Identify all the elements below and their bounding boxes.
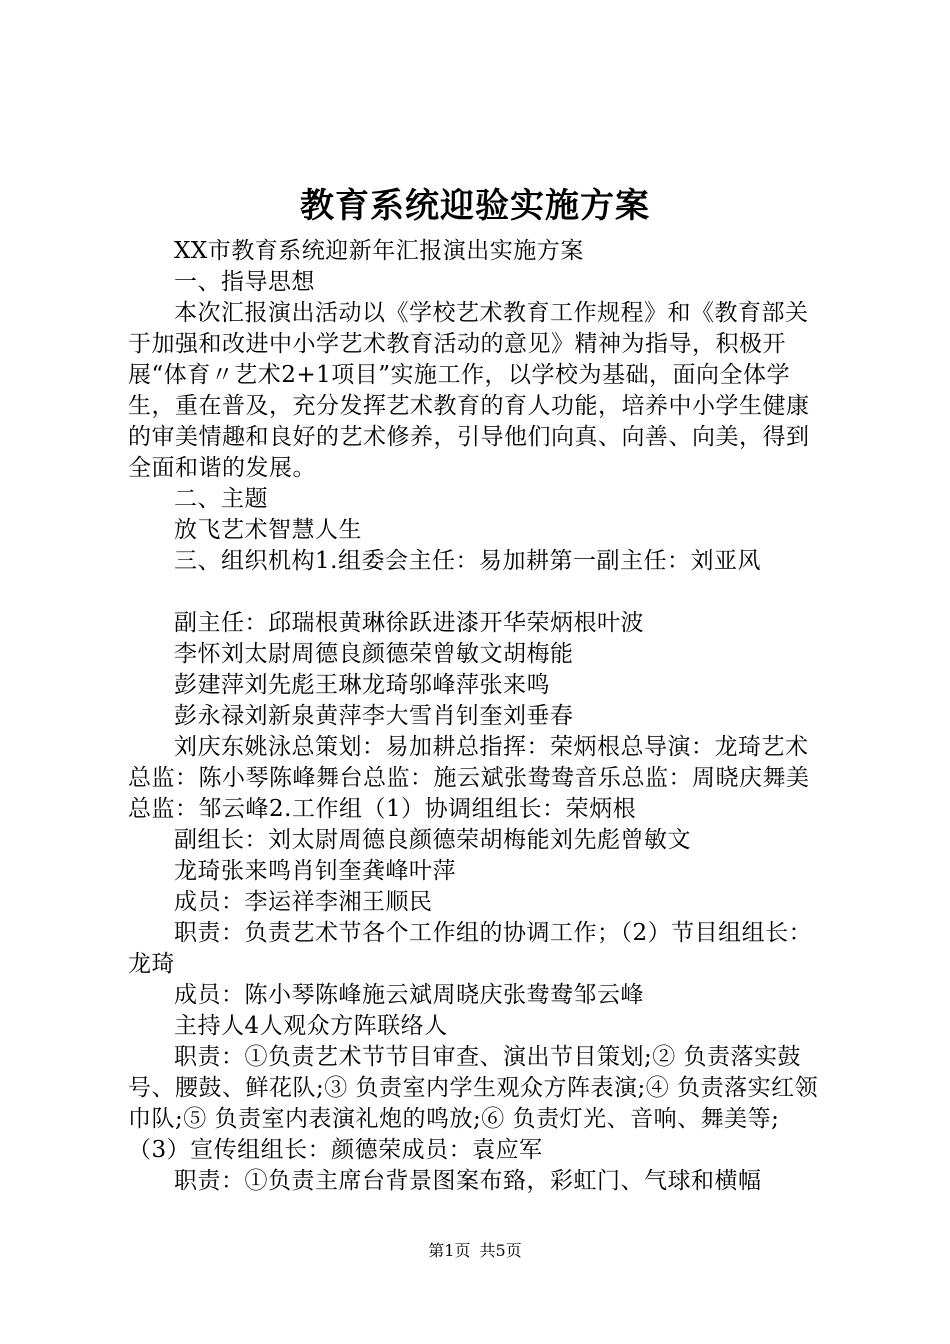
paragraph-coordination-members: 成员：李运祥李湘王顺民	[174, 889, 433, 915]
paragraph-heading-2: 二、主题	[174, 486, 268, 512]
document-body	[128, 236, 828, 1197]
document-title: 教育系统迎验实施方案	[300, 186, 650, 226]
paragraph-guiding-thought: 本次汇报演出活动以《学校艺术教育工作规程》和《教育部关于加强和改进中小学艺术教育活动的意见》精神为指导，积极开展“体育〃艺术2+1项目”实施工作，以学校为基础，面向全体学生，重在普及，充分发挥艺术教育的育人功能，培养中小学生健康的审美情趣和良好的艺术修养，引导他们向真、向善、向美，得到全面和谐的发展。	[128, 300, 810, 481]
paragraph-theme: 放飞艺术智慧人生	[174, 517, 362, 543]
paragraph-members-3: 彭永禄刘新泉黄萍李大雪肖钊奎刘垂春	[174, 703, 574, 729]
paragraph-subtitle: XX市教育系统迎新年汇报演出实施方案	[174, 238, 584, 264]
paragraph-program-members: 成员：陈小琴陈峰施云斌周晓庆张鸯鸯邹云峰	[174, 982, 644, 1008]
paragraph-publicity-duties: 职责：①负责主席台背景图案布臵，彩虹门、气球和横幅	[174, 1168, 762, 1194]
paragraph-coordination-duties: 职责：负责艺术节各个工作组的协调工作；（2）节目组组长：龙琦	[128, 920, 813, 977]
page-footer	[0, 1240, 950, 1262]
page-number: 第1页	[428, 1241, 471, 1260]
paragraph-leadership: 刘庆东姚泳总策划：易加耕总指挥：荣炳根总导演：龙琦艺术总监：陈小琴陈峰舞台总监：施云斌张鸯鸯音乐总监：周晓庆舞美总监：邹云峰2.工作组（1）协调组组长：荣炳根	[128, 734, 810, 822]
page-total: 共5页	[479, 1241, 522, 1260]
paragraph-deputy-leaders: 副组长：刘太尉周德良颜德荣胡梅能刘先彪曾敏文	[174, 827, 691, 853]
paragraph-heading-3: 三、组织机构1.组委会主任：易加耕第一副主任：刘亚风	[174, 548, 761, 574]
paragraph-deputy-leaders-2: 龙琦张来鸣肖钊奎龚峰叶萍	[174, 858, 456, 884]
paragraph-members-2: 彭建萍刘先彪王琳龙琦邬峰萍张来鸣	[174, 672, 550, 698]
paragraph-hosts: 主持人4人观众方阵联络人	[174, 1013, 448, 1039]
paragraph-members-1: 李怀刘太尉周德良颜德荣曾敏文胡梅能	[174, 641, 574, 667]
paragraph-vice-directors: 副主任：邱瑞根黄琳徐跃进漆开华荣炳根叶波	[174, 610, 644, 636]
paragraph-program-duties: 职责：①负责艺术节节目审查、演出节目策划;② 负责落实鼓号、腰鼓、鲜花队;③ 负责室内学生观众方阵表演;④ 负责落实红领巾队;⑤ 负责室内表演礼炮的鸣放;⑥ 负责灯光、音响、舞美等;（3）宣传组组长：颜德荣成员：袁应军	[128, 1044, 819, 1163]
paragraph-heading-1: 一、指导思想	[174, 269, 315, 295]
